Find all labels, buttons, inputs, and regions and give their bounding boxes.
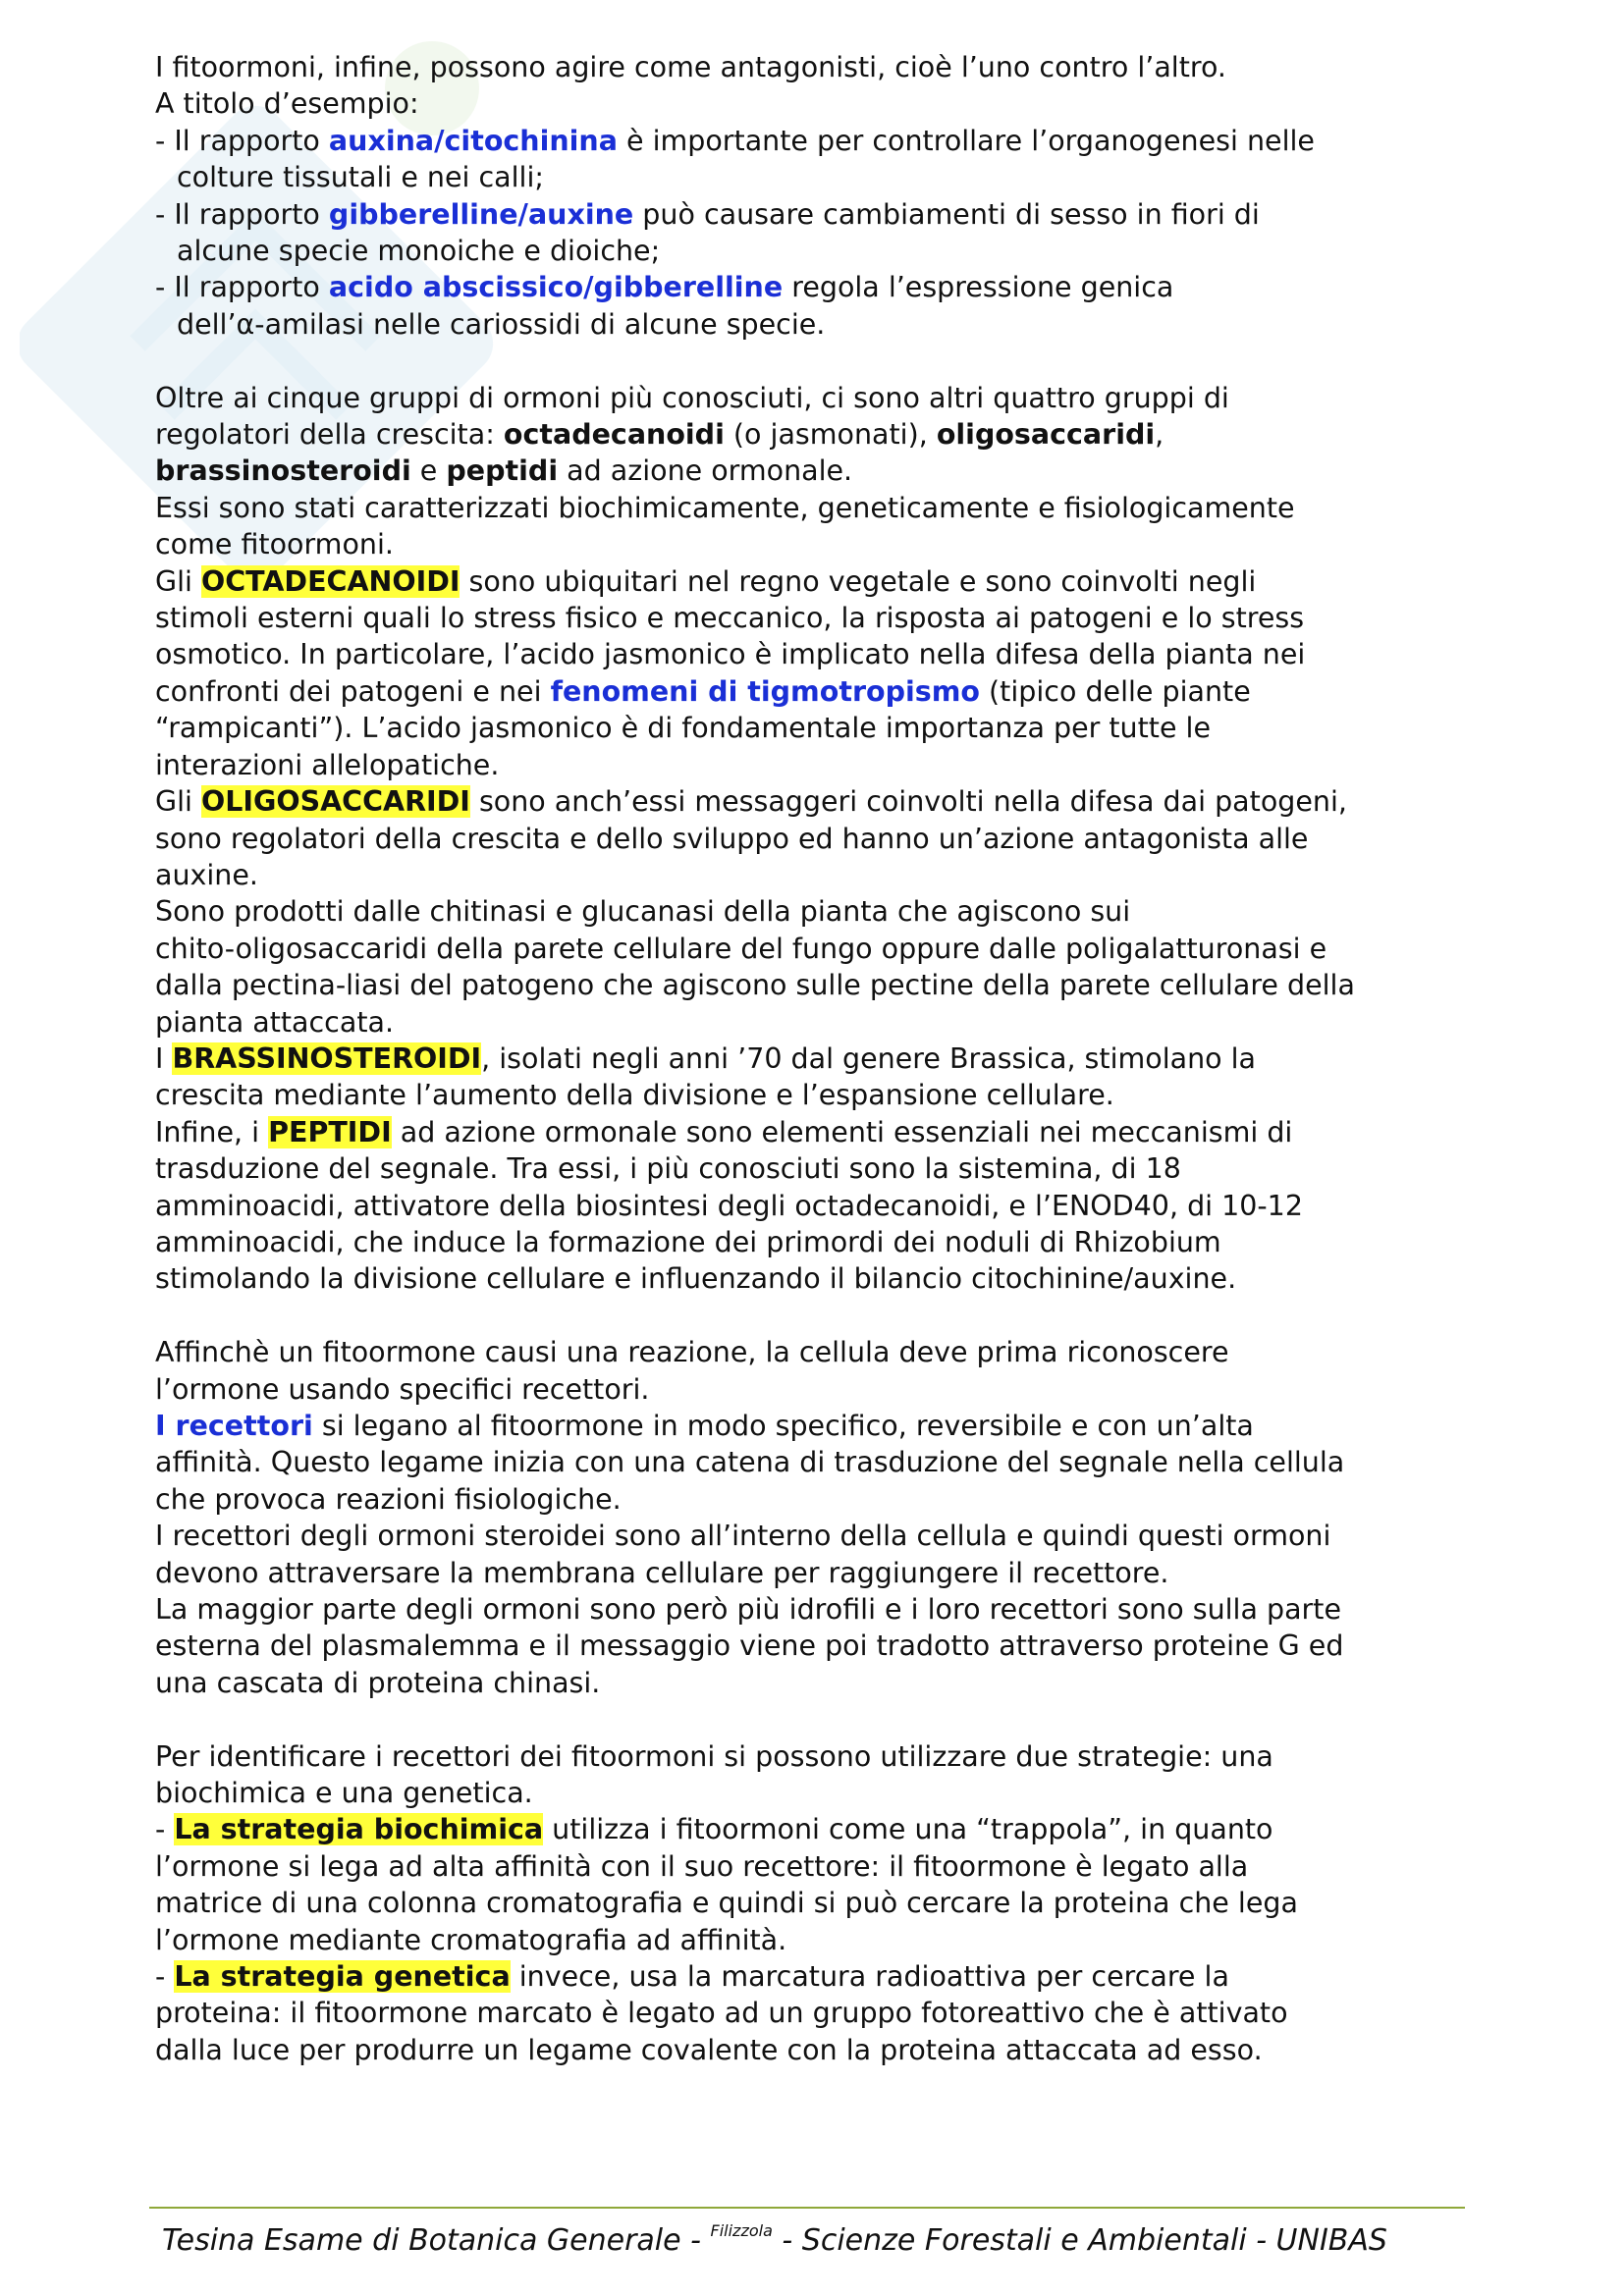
text-run: pianta attaccata. (155, 1005, 395, 1039)
text-run: - (155, 1960, 175, 1994)
text-run: invece, usa la marcatura radioattiva per cercare la (510, 1960, 1229, 1994)
text-run: ad azione ormonale. (558, 454, 853, 488)
text-run: affinità. Questo legame inizia con una catena di trasduzione del segnale nella cellula (155, 1446, 1345, 1479)
text-run: auxine. (155, 858, 258, 891)
text-run: , (1155, 418, 1164, 452)
text-run: utilizza i fitoormoni come una “trappola”, in quanto (543, 1813, 1273, 1846)
footer-course: - Scienze Forestali e Ambientali - UNIBAS (772, 2223, 1387, 2258)
text-line (155, 1922, 1471, 1958)
text-run: La maggior parte degli ormoni sono però più idrofili e i loro recettori sono sulla parte (155, 1593, 1341, 1627)
text-run: - Il rapporto (155, 197, 329, 231)
text-run: esterna del plasmalemma e il messaggio viene poi tradotto attraverso proteine G ed (155, 1629, 1344, 1663)
text-run: Sono prodotti dalle chitinasi e glucanasi della pianta che agiscono sui (155, 895, 1131, 929)
text-line (155, 1260, 1471, 1297)
text-line (155, 1481, 1471, 1518)
text-line (155, 1628, 1471, 1664)
text-run: osmotico. In particolare, l’acido jasmonico è implicato nella difesa della pianta nei (155, 638, 1306, 671)
text-line (155, 893, 1471, 930)
text-line (155, 783, 1471, 820)
highlighted-term: PEPTIDI (268, 1115, 392, 1148)
list-item-continuation (155, 306, 1471, 343)
text-line (155, 380, 1471, 416)
text-line (155, 1848, 1471, 1885)
text-line (155, 1555, 1471, 1591)
text-line (155, 526, 1471, 562)
text-run: colture tissutali e nei calli; (177, 161, 544, 194)
text-line (155, 710, 1471, 746)
text-run: Oltre ai cinque gruppi di ormoni più conosciuti, ci sono altri quattro gruppi di (155, 381, 1229, 414)
text-line (155, 1408, 1471, 1444)
text-line (155, 931, 1471, 967)
text-run: dell’α-amilasi nelle cariossidi di alcune specie. (177, 307, 826, 341)
text-line (155, 1738, 1471, 1775)
text-run: che provoca reazioni fisiologiche. (155, 1482, 622, 1516)
text-line (155, 1775, 1471, 1811)
text-line (155, 821, 1471, 857)
key-term: auxina/citochinina (328, 124, 618, 157)
text-line (155, 1885, 1471, 1921)
list-item (155, 196, 1471, 233)
highlighted-term: OCTADECANOIDI (200, 564, 460, 598)
text-run: sono anch’essi messaggeri coinvolti nella difesa dai patogeni, (469, 785, 1347, 819)
paragraph-gap (155, 1701, 1471, 1737)
text-run: stimoli esterni quali lo stress fisico e meccanico, la risposta ai patogeni e lo stress (155, 602, 1305, 635)
text-run: Per identificare i recettori dei fitoormoni si possono utilizzare due strategie: una (155, 1739, 1273, 1773)
text-run: e (410, 454, 447, 488)
text-line (155, 1224, 1471, 1260)
text-line (155, 1995, 1471, 2031)
text-line (155, 1114, 1471, 1150)
text-line (155, 1150, 1471, 1187)
text-line (155, 1004, 1471, 1041)
body-text (155, 49, 1471, 2068)
text-run: l’ormone mediante cromatografia ad affinità. (155, 1923, 787, 1956)
text-run: Essi sono stati caratterizzati biochimicamente, geneticamente e fisiologicamente (155, 491, 1295, 524)
text-line (155, 1334, 1471, 1370)
text-line (155, 967, 1471, 1003)
text-line (155, 1811, 1471, 1847)
text-run: dalla luce per produrre un legame covalente con la proteina attaccata ad esso. (155, 2033, 1263, 2066)
key-term: fenomeni di tigmotropismo (550, 674, 980, 708)
paragraph (155, 85, 1471, 122)
text-run: matrice di una colonna cromatografia e quindi si può cercare la proteina che lega (155, 1887, 1298, 1920)
text-run: Affinchè un fitoormone causi una reazione, la cellula deve prima riconoscere (155, 1336, 1229, 1369)
text-run: I recettori degli ormoni steroidei sono all’interno della cellula e quindi questi ormoni (155, 1520, 1331, 1553)
text-line (155, 1077, 1471, 1113)
text-line (155, 1444, 1471, 1480)
text-line (155, 636, 1471, 672)
key-term: acido abscissico/gibberelline (328, 271, 784, 304)
text-run: confronti dei patogeni e nei (155, 674, 551, 708)
text-run: si legano al fitoormone in modo specifico, reversibile e con un’alta (312, 1410, 1254, 1442)
paragraph (155, 49, 1471, 85)
text-run: può causare cambiamenti di sesso in fiori di (633, 197, 1260, 231)
text-run: devono attraversare la membrana cellulare per raggiungere il recettore. (155, 1556, 1169, 1589)
text-line (155, 857, 1471, 893)
text-run: , isolati negli anni ’70 dal genere Brassica, stimolano la (481, 1041, 1257, 1075)
text-line (155, 1371, 1471, 1408)
text-run: regola l’espressione genica (783, 271, 1174, 304)
text-line (155, 1665, 1471, 1701)
text-line (155, 2032, 1471, 2068)
footer-author: Filizzola (710, 2221, 773, 2240)
text-run: sono regolatori della crescita e dello sviluppo ed hanno un’azione antagonista alle (155, 822, 1309, 855)
text-run: come fitoormoni. (155, 528, 394, 561)
key-term: peptidi (446, 454, 559, 488)
key-term: brassinosteroidi (155, 454, 411, 488)
text-run: Infine, i (155, 1115, 269, 1148)
text-run: regolatori della crescita: (155, 418, 504, 452)
paragraph-gap (155, 1298, 1471, 1334)
text-run: l’ormone usando specifici recettori. (155, 1372, 650, 1406)
text-line (155, 600, 1471, 636)
list-item (155, 269, 1471, 305)
text-run: crescita mediante l’aumento della divisione e l’espansione cellulare. (155, 1079, 1114, 1112)
highlighted-term: La strategia genetica (174, 1960, 511, 1994)
text-run: (tipico delle piante (980, 674, 1251, 708)
footer-title: Tesina Esame di Botanica Generale - (162, 2223, 711, 2258)
text-run: (o jasmonati), (724, 418, 937, 452)
list-item-continuation (155, 233, 1471, 269)
footer-divider (149, 2207, 1465, 2209)
text-line (155, 416, 1471, 453)
key-term: oligosaccaridi (936, 418, 1156, 452)
text-run: I (155, 1041, 173, 1075)
text-line (155, 1188, 1471, 1224)
highlighted-term: BRASSINOSTEROIDI (172, 1041, 482, 1075)
text-run: sono ubiquitari nel regno vegetale e sono coinvolti negli (460, 564, 1257, 598)
text-run: alcune specie monoiche e dioiche; (177, 235, 661, 268)
text-run: interazioni allelopatiche. (155, 748, 500, 781)
text-line (155, 673, 1471, 710)
text-line (155, 490, 1471, 526)
text-run: proteina: il fitoormone marcato è legato ad un gruppo fotoreattivo che è attivato (155, 1997, 1288, 2030)
key-term: I recettori (155, 1410, 313, 1442)
text-run: una cascata di proteina chinasi. (155, 1666, 601, 1699)
text-run: trasduzione del segnale. Tra essi, i più conosciuti sono la sistemina, di 18 (155, 1152, 1181, 1186)
text-line (155, 747, 1471, 783)
text-line (155, 453, 1471, 489)
text-run: è importante per controllare l’organogenesi nelle (617, 124, 1315, 157)
text-run: chito-oligosaccaridi della parete cellulare del fungo oppure dalle poligalatturonasi e (155, 932, 1327, 965)
text-line (155, 563, 1471, 600)
text-run: - (155, 1813, 175, 1846)
text-run: stimolando la divisione cellulare e influenzando il bilancio citochinine/auxine. (155, 1262, 1237, 1296)
text-line (155, 1591, 1471, 1628)
highlighted-term: OLIGOSACCARIDI (200, 785, 470, 819)
text-run: dalla pectina-liasi del patogeno che agiscono sulle pectine della parete cellulare della (155, 969, 1355, 1002)
text-run: Gli (155, 564, 201, 598)
text-line (155, 1958, 1471, 1995)
text-run: “rampicanti”). L’acido jasmonico è di fondamentale importanza per tutte le (155, 712, 1212, 745)
text-run: biochimica e una genetica. (155, 1777, 533, 1810)
page-footer (162, 2212, 1468, 2261)
text-run: amminoacidi, attivatore della biosintesi degli octadecanoidi, e l’ENOD40, di 10-12 (155, 1189, 1303, 1222)
text-line (155, 1041, 1471, 1077)
text-run: Gli (155, 785, 201, 819)
text-line: A titolo d’esempio: (155, 87, 419, 121)
highlighted-term: La strategia biochimica (174, 1813, 544, 1846)
paragraph-gap (155, 343, 1471, 379)
key-term: octadecanoidi (503, 418, 725, 452)
text-line: I fitoormoni, infine, possono agire come antagonisti, cioè l’uno contro l’altro. (155, 51, 1226, 83)
text-run: amminoacidi, che induce la formazione dei primordi dei noduli di Rhizobium (155, 1225, 1221, 1258)
key-term: gibberelline/auxine (328, 197, 634, 231)
text-run: l’ormone si lega ad alta affinità con il suo recettore: il fitoormone è legato alla (155, 1849, 1249, 1883)
list-item (155, 123, 1471, 159)
text-run: - Il rapporto (155, 271, 329, 304)
text-run: - Il rapporto (155, 124, 329, 157)
text-run: ad azione ormonale sono elementi essenziali nei meccanismi di (391, 1115, 1293, 1148)
text-line (155, 1518, 1471, 1554)
list-item-continuation (155, 159, 1471, 195)
